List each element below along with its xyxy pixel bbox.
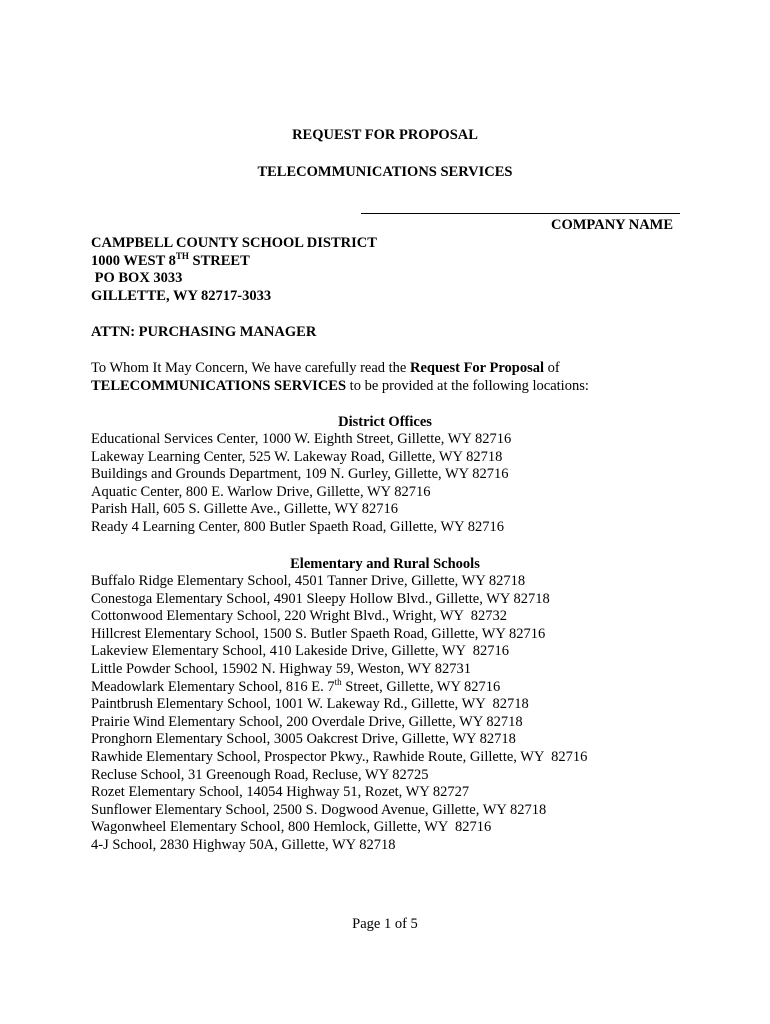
- list-item: Ready 4 Learning Center, 800 Butler Spaeth Road, Gillette, WY 82716: [91, 518, 504, 535]
- company-name-label: COMPANY NAME: [551, 217, 674, 233]
- list-item: Educational Services Center, 1000 W. Eighth Street, Gillette, WY 82716: [91, 431, 512, 447]
- list-item: Lakeview Elementary School, 410 Lakeside Drive, Gillette, WY 82716: [91, 643, 509, 660]
- list-item: Buildings and Grounds Department, 109 N. Gurley, Gillette, WY 82716: [91, 466, 509, 483]
- list-item: Buffalo Ridge Elementary School, 4501 Tanner Drive, Gillette, WY 82718: [91, 573, 526, 589]
- list-item: Rawhide Elementary School, Prospector Pkwy., Rawhide Route, Gillette, WY 82716: [91, 748, 588, 765]
- attention-line: ATTN: PURCHASING MANAGER: [91, 324, 317, 340]
- list-item: Meadowlark Elementary School, 816 E. 7th Street, Gillette, WY 82716: [91, 676, 501, 695]
- list-item: Lakeway Learning Center, 525 W. Lakeway Road, Gillette, WY 82718: [91, 448, 503, 465]
- list-item: Rozet Elementary School, 14054 Highway 51, Rozet, WY 82727: [91, 784, 470, 801]
- address-line-3: PO BOX 3033: [91, 270, 183, 287]
- list-item: Little Powder School, 15902 N. Highway 59, Weston, WY 82731: [91, 660, 471, 677]
- list-item: Wagonwheel Elementary School, 800 Hemlock, Gillette, WY 82716: [91, 819, 492, 836]
- district-offices-list: [91, 431, 511, 537]
- list-item: Paintbrush Elementary School, 1001 W. Lakeway Rd., Gillette, WY 82718: [91, 696, 529, 713]
- intro-paragraph: To Whom It May Concern, We have carefully read the Request For Proposal of TELECOMMUNICATIONS SERVICES to be provided at the following locations:: [91, 360, 589, 394]
- list-item: Sunflower Elementary School, 2500 S. Dogwood Avenue, Gillette, WY 82718: [91, 801, 547, 818]
- list-item: Cottonwood Elementary School, 220 Wright Blvd., Wright, WY 82732: [91, 608, 507, 625]
- address-line-4: GILLETTE, WY 82717-3033: [91, 287, 272, 304]
- list-item: Prairie Wind Elementary School, 200 Overdale Drive, Gillette, WY 82718: [91, 713, 523, 730]
- schools-heading: Elementary and Rural Schools: [290, 556, 480, 572]
- address-block: [91, 235, 377, 305]
- list-item: Conestoga Elementary School, 4901 Sleepy Hollow Blvd., Gillette, WY 82718: [91, 590, 550, 607]
- district-offices-heading: District Offices: [338, 414, 432, 430]
- list-item: Aquatic Center, 800 E. Warlow Drive, Gillette, WY 82716: [91, 483, 431, 500]
- list-item: 4-J School, 2830 Highway 50A, Gillette, WY 82718: [91, 836, 396, 853]
- schools-list: [91, 573, 587, 855]
- list-item: Pronghorn Elementary School, 3005 Oakcrest Drive, Gillette, WY 82718: [91, 731, 516, 748]
- address-line-1: CAMPBELL COUNTY SCHOOL DISTRICT: [91, 235, 377, 251]
- address-line-2: 1000 WEST 8TH STREET: [91, 250, 250, 269]
- company-name-signature-line: [361, 213, 680, 214]
- document-title: REQUEST FOR PROPOSAL: [292, 127, 478, 143]
- list-item: Recluse School, 31 Greenough Road, Recluse, WY 82725: [91, 766, 429, 783]
- list-item: Parish Hall, 605 S. Gillette Ave., Gillette, WY 82716: [91, 501, 399, 518]
- document-subtitle: TELECOMMUNICATIONS SERVICES: [257, 164, 513, 180]
- page-number: Page 1 of 5: [352, 916, 418, 932]
- list-item: Hillcrest Elementary School, 1500 S. Butler Spaeth Road, Gillette, WY 82716: [91, 625, 546, 642]
